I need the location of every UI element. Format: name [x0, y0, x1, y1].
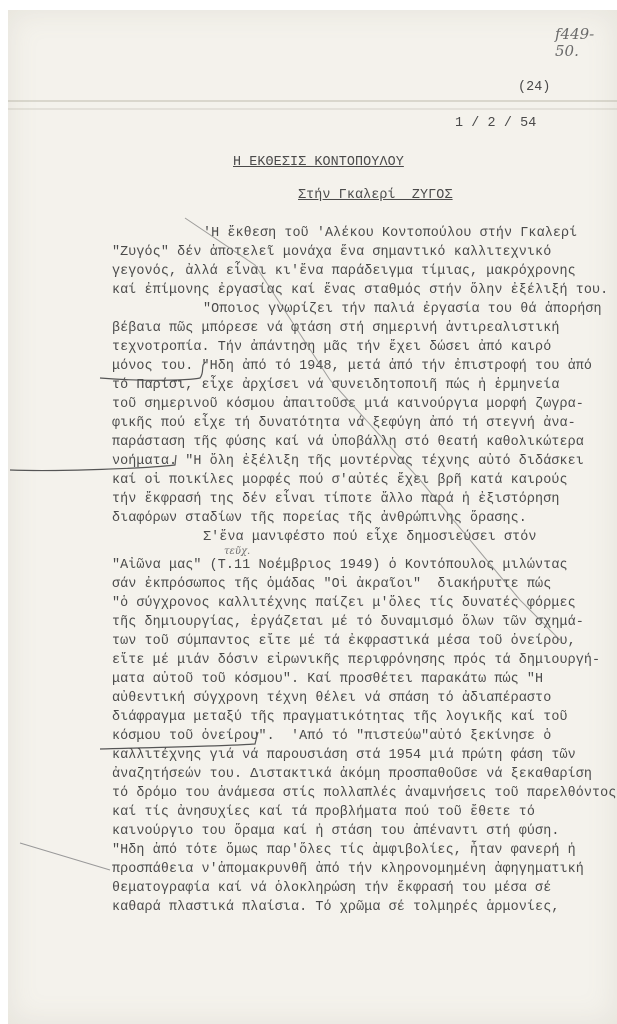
body-line: ματα αὐτοῦ τοῦ κόσμου". Καί προσθέτει παρακάτω πώς "Η [112, 672, 544, 687]
body-line: καί ἐπίμονης ἐργασίας καί ἕνας σταθμός στήν ὅλην ἐξέλιξή του. [112, 283, 609, 298]
bracket-mark [100, 732, 258, 749]
body-line: σάν ἐκπρόσωπος τῆς ὁμάδας "Οἱ ἀκραῖοι" διακήρυττε πώς [112, 577, 552, 592]
body-line: διαφόρων σταδίων τῆς πορείας τῆς ἀνθρώπινης ὅρασης. [112, 511, 527, 526]
body-line: γεγονός, ἀλλά εἶναι κι'ἕνα παράδειγμα τίμιας, μακρόχρονης [112, 264, 576, 279]
body-line: καλλιτέχνης γιά νά παρουσιάση στά 1954 μιά πρώτη φάση τῶν [112, 748, 576, 763]
pencil-line [20, 843, 110, 870]
body-line: νοήματα. "Η ὅλη ἐξέλιξη τῆς μοντέρνας τέχνης αὐτό διδάσκει [112, 454, 584, 469]
body-line: εἴτε μέ μιάν δόσιν εἰρωνικῆς περιφρόνησης πρός τά δημιουργή- [112, 653, 601, 668]
body-line: καί τίς ἀνησυχίες καί τά προβλήματα πού τοῦ ἔθετε τό [112, 805, 536, 820]
body-line: βέβαια πῶς μπόρεσε νά φτάση στή σημερινή ἀντιρεαλιστική [112, 321, 560, 336]
body-line: Σ'ἕνα μανιφέστο πού εἶχε δημοσιεύσει στόν [203, 530, 537, 545]
body-line: θεματογραφία καί νά ὁλοκληρώση τήν ἔκφρασή του μέσα σέ [112, 881, 552, 896]
body-line: τό Παρίσι, εἶχε ἀρχίσει νά συνειδητοποιῆ πώς ἡ ἑρμηνεία [112, 378, 560, 393]
body-line: παράσταση τῆς φύσης καί νά ὑποβάλλη στό θεατή καθολικώτερα [112, 435, 584, 450]
body-line: "Ηδη ἀπό τότε ὅμως παρ'ὅλες τίς ἀμφιβολίες, ἦταν φανερή ἡ [112, 843, 576, 858]
body-line: τήν ἔκφρασή της δέν εἶναι τίποτε ἄλλο παρά ἡ ἐξιστόρηση [112, 492, 560, 507]
body-line: φικῆς πού εἶχε τή δυνατότητα νά ξεφύγη ἀπό τή στεγνή ἀνα- [112, 416, 576, 431]
body-line: "Αἰῶνα μας" (Τ.11 Νοέμβριος 1949) ὁ Κοντόπουλος μιλώντας [112, 558, 568, 573]
bracket-mark [10, 455, 176, 471]
body-line: των τοῦ σύμπαντος εἴτε μέ τά ἐκφραστικά μέσα τοῦ ὀνείρου, [112, 634, 576, 649]
body-line: αὐθεντική σύγχρονη τέχνη θέλει νά σπάση τό ἀδιαπέραστο [112, 691, 552, 706]
body-line: κόσμου τοῦ ὀνείρου". 'Από τό "πιστεύω"αὐτό ξεκίνησε ὁ [112, 729, 552, 744]
body-line: "ὁ σύγχρονος καλλιτέχνης παίζει μ'ὅλες τίς δυνατές φόρμες [112, 596, 576, 611]
body-line: τεχνοτροπία. Τήν ἀπάντηση μᾶς τήν ἔχει δώσει ἀπό καιρό [112, 340, 552, 355]
document-date: 1 / 2 / 54 [455, 116, 537, 131]
body-line: διάφραγμα μεταξύ τῆς πραγματικότητας τῆς λογικῆς καί τοῦ [112, 710, 568, 725]
archive-mark: f449-50. [555, 25, 595, 60]
handwritten-insert: τεῦχ. [224, 546, 251, 557]
document-subtitle: Στήν Γκαλερί ΖΥΓΟΣ [298, 188, 453, 203]
body-line: καινούργιο του ὅραμα καί ἡ στάση του ἀπέναντι στή φύση. [112, 824, 560, 839]
body-line: τοῦ σημερινοῦ κόσμου ἀπαιτοῦσε μιά καινούργια μορφή ζωγρα- [112, 397, 584, 412]
body-line: "Ζυγός" δέν ἀποτελεῖ μονάχα ἕνα σημαντικό καλλιτεχνικό [112, 245, 552, 260]
body-line: 'Η ἔκθεση τοῦ 'Αλέκου Κοντοπούλου στήν Γκαλερί [203, 226, 578, 241]
body-line: "Οποιος γνωρίζει τήν παλιά ἐργασία του θά ἀπορήση [203, 302, 602, 317]
diagonal-strike-line [185, 218, 560, 640]
body-line: ἀναζητήσεών του. Διστακτικά ἀκόμη προσπαθοῦσε νά ξεκαθαρίση [112, 767, 593, 782]
page-number: (24) [518, 80, 551, 95]
body-line: προσπάθεια ν'ἀπομακρυνθῆ ἀπό τήν κληρονομημένη ἀφηγηματική [112, 862, 584, 877]
body-line: καί οἱ ποικίλες μορφές πού σ'αὐτές ἔχει βρῆ κατά καιρούς [112, 473, 568, 488]
body-line: τῆς δημιουργίας, ἐργάζεται μέ τό δυναμισμό ὅλων τῶν σχημά- [112, 615, 584, 630]
body-line: τό δρόμο του ἀνάμεσα στίς πολλαπλές ἀναμνήσεις τοῦ παρελθόντος [112, 786, 617, 801]
document-title: Η ΕΚΘΕΣΙΣ ΚΟΝΤΟΠΟΥΛΟΥ [233, 155, 404, 170]
body-line: καθαρά πλαστικά πλαίσια. Τό χρῶμα σέ τολμηρές ἁρμονίες, [112, 900, 560, 915]
body-line: μόνος του. "Ηδη ἀπό τό 1948, μετά ἀπό τήν ἐπιστροφή του ἀπό [112, 359, 593, 374]
bracket-mark [100, 362, 206, 380]
